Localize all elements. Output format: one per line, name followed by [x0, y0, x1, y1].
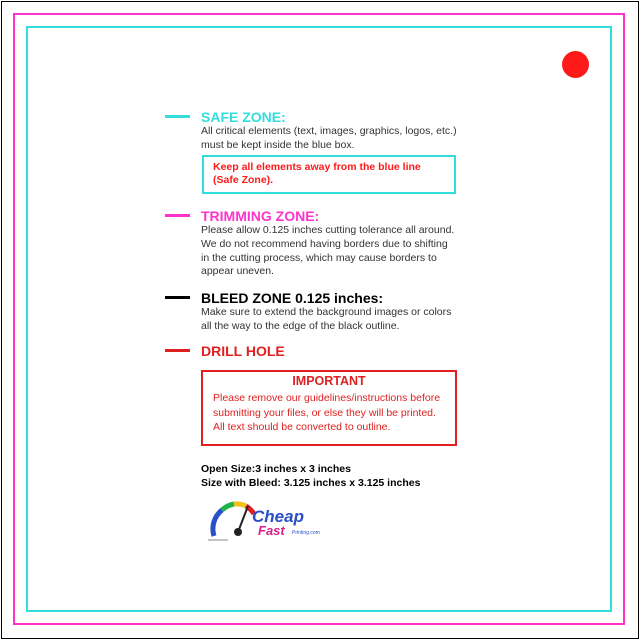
safe-zone-text-1: All critical elements (text, images, graphics, logos, etc.)	[201, 125, 457, 137]
trimming-zone-text-1: Please allow 0.125 inches cutting tolerance all around.	[201, 224, 455, 236]
safe-zone-note-line-1: Keep all elements away from the blue line	[213, 161, 421, 173]
safe-zone-text-2: must be kept inside the blue box.	[201, 139, 355, 151]
safe-zone-note-box	[202, 155, 456, 194]
drill-hole-title: DRILL HOLE	[201, 343, 285, 359]
trimming-zone-text-2: We do not recommend having borders due to shifting	[201, 238, 448, 250]
important-text-2: submitting your files, or else they will be printed.	[213, 406, 436, 419]
trimming-zone-text-4: appear uneven.	[201, 265, 274, 277]
logo-word-printing: Printing.com	[292, 530, 320, 536]
trimming-zone-text-3: in the cutting process, which may cause borders to	[201, 252, 437, 264]
bleed-zone-text-2: all the way to the edge of the black outline.	[201, 320, 400, 332]
trimming-zone-title: TRIMMING ZONE:	[201, 208, 320, 224]
size-with-bleed-text: Size with Bleed: 3.125 inches x 3.125 inches	[201, 477, 421, 489]
logo-word-fast: Fast	[258, 523, 285, 538]
important-text-3: All text should be converted to outline.	[213, 421, 391, 433]
bleed-zone-text-1: Make sure to extend the background images or colors	[201, 306, 452, 318]
drill-hole-marker	[562, 51, 589, 78]
open-size-text: Open Size:3 inches x 3 inches	[201, 463, 351, 475]
trimming-zone-legend-line	[165, 214, 190, 217]
bleed-zone-legend-line	[165, 296, 190, 299]
safe-zone-legend-line	[165, 115, 190, 118]
drill-hole-legend-line	[165, 349, 190, 352]
logo-word-cheap: Cheap	[252, 507, 304, 526]
important-box	[201, 370, 457, 446]
company-logo	[208, 496, 338, 546]
safe-zone-note-line-2: (Safe Zone).	[213, 174, 274, 186]
important-title: IMPORTANT	[292, 374, 366, 388]
bleed-zone-title: BLEED ZONE 0.125 inches:	[201, 290, 384, 306]
safe-zone-title: SAFE ZONE:	[201, 109, 286, 125]
important-text-1: Please remove our guidelines/instructions before	[213, 392, 441, 404]
